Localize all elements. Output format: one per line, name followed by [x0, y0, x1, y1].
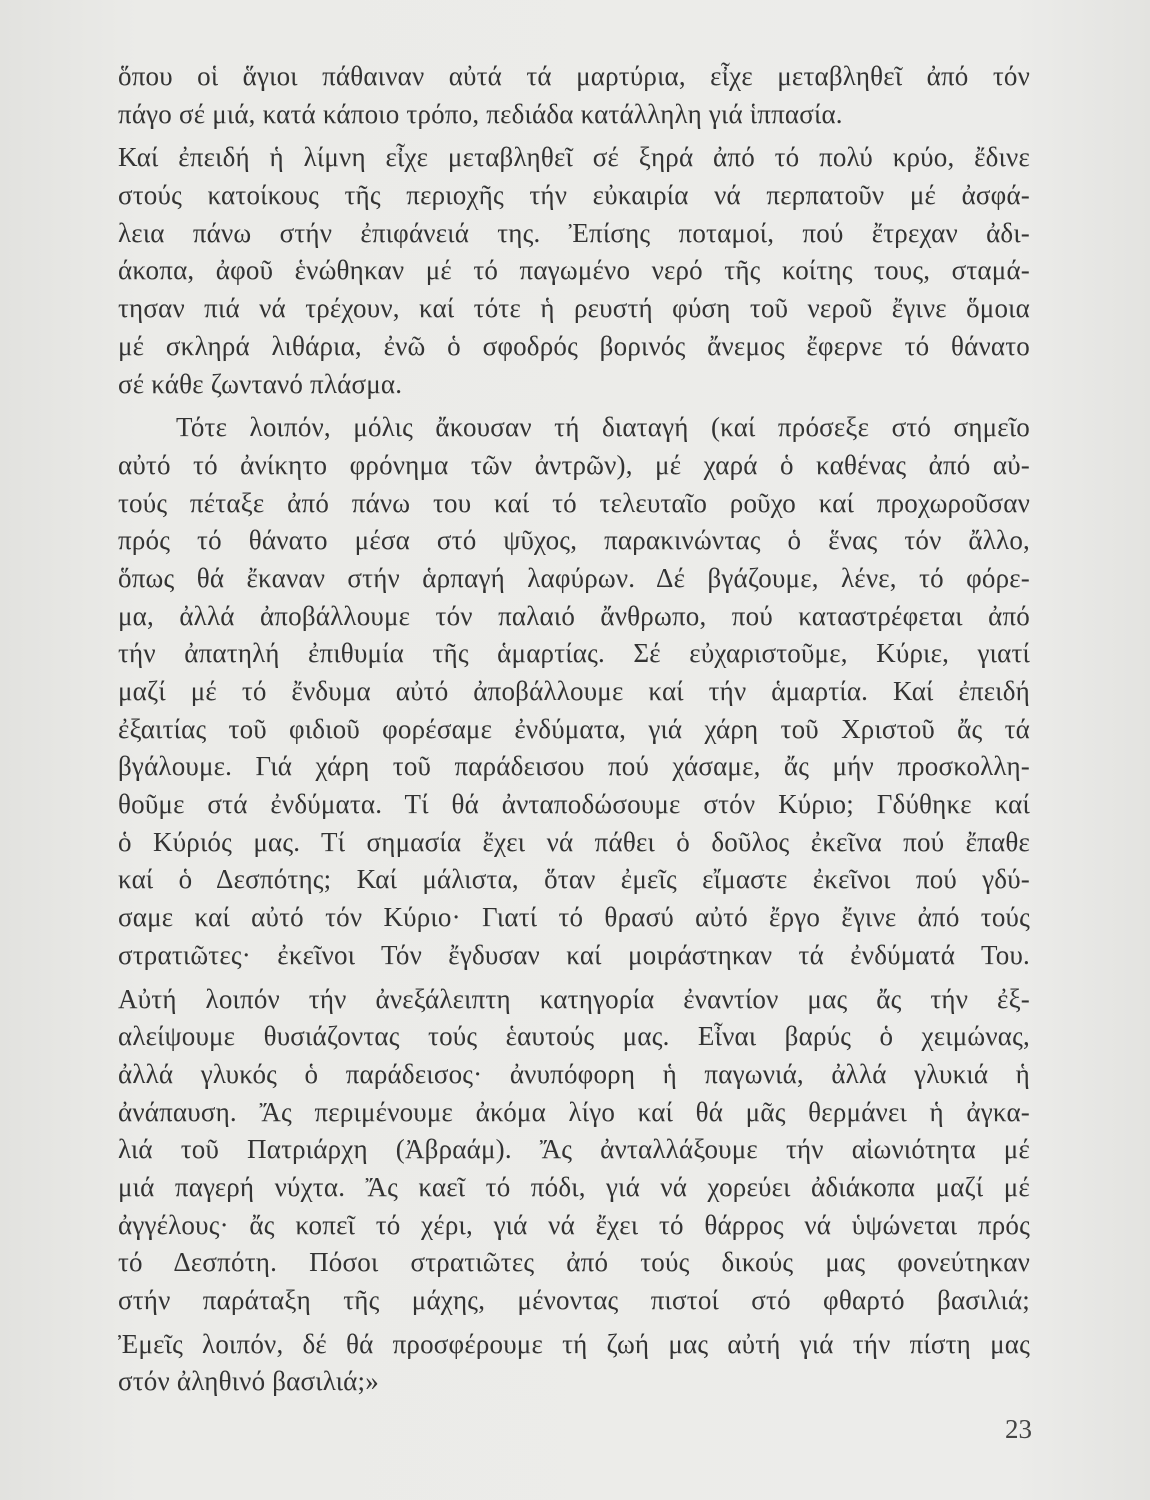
text-line: Αὐτή λοιπόν τήν ἀνεξάλειπτη κατηγορία ἐναντίον μας ἄς τήν ἐξ-	[118, 983, 1030, 1014]
text-line: στρατιῶτες· ἐκεῖνοι Τόν ἔγδυσαν καί μοιράστηκαν τά ἐνδύματά Του.	[118, 939, 1030, 970]
text-line: ὁ Κύριός μας. Τί σημασία ἔχει νά πάθει ὁ δοῦλος ἐκεῖνα πού ἔπαθε	[118, 826, 1030, 857]
text-line: βγάλουμε. Γιά χάρη τοῦ παράδεισου πού χάσαμε, ἄς μήν προσκολλη-	[118, 751, 1030, 782]
text-line: ἀλλά γλυκός ὁ παράδεισος· ἀνυπόφορη ἡ παγωνιά, ἀλλά γλυκιά ἡ	[118, 1058, 1030, 1089]
text-line: τήν ἀπατηλή ἐπιθυμία τῆς ἁμαρτίας. Σέ εὐχαριστοῦμε, Κύριε, γιατί	[118, 638, 1030, 669]
text-line: μέ σκληρά λιθάρια, ἐνῶ ὁ σφοδρός βορινός ἄνεμος ἔφερνε τό θάνατο	[118, 330, 1030, 361]
text-line: ἀγγέλους· ἄς κοπεῖ τό χέρι, γιά νά ἔχει τό θάρρος νά ὑψώνεται πρός	[118, 1209, 1030, 1240]
text-line: Καί ἐπειδή ἡ λίμνη εἶχε μεταβληθεῖ σέ ξηρά ἀπό τό πολύ κρύο, ἔδινε	[118, 142, 1030, 173]
text-line: στούς κατοίκους τῆς περιοχῆς τήν εὐκαιρία νά περπατοῦν μέ ἀσφά-	[118, 180, 1030, 211]
page-number: 23	[1005, 1414, 1032, 1444]
text-line: λεια πάνω στήν ἐπιφάνειά της. Ἐπίσης ποταμοί, πού ἔτρεχαν ἀδι-	[118, 217, 1030, 248]
text-line: μαζί μέ τό ἔνδυμα αὐτό ἀποβάλλουμε καί τήν ἁμαρτία. Καί ἐπειδή	[118, 676, 1030, 706]
text-line: αὐτό τό ἀνίκητο φρόνημα τῶν ἀντρῶν), μέ χαρά ὁ καθένας ἀπό αὐ-	[118, 449, 1030, 480]
text-line: ἐξαιτίας τοῦ φιδιοῦ φορέσαμε ἐνδύματα, γιά χάρη τοῦ Χριστοῦ ἄς τά	[118, 713, 1030, 744]
text-line: ἀνάπαυση. Ἄς περιμένουμε ἀκόμα λίγο καί θά μᾶς θερμάνει ἡ ἀγκα-	[118, 1096, 1030, 1127]
text-line: άκοπα, ἀφοῦ ἑνώθηκαν μέ τό παγωμένο νερό τῆς κοίτης τους, σταμά-	[118, 255, 1030, 286]
text-line: λιά τοῦ Πατριάρχη (Ἀβραάμ). Ἄς ἀνταλλάξουμε τήν αἰωνιότητα μέ	[118, 1134, 1030, 1165]
text-line: πρός τό θάνατο μέσα στό ψῦχος, παρακινώντας ὁ ἕνας τόν ἄλλο,	[118, 525, 1030, 556]
text-line: τησαν πιά νά τρέχουν, καί τότε ἡ ρευστή φύση τοῦ νεροῦ ἔγινε ὅμοια	[118, 293, 1030, 324]
text-line: μιά παγερή νύχτα. Ἄς καεῖ τό πόδι, γιά νά χορεύει ἀδιάκοπα μαζί μέ	[118, 1171, 1030, 1202]
text-line: ὅπου οἱ ἅγιοι πάθαιναν αὐτά τά μαρτύρια, εἶχε μεταβληθεῖ ἀπό τόν	[118, 61, 1030, 91]
text-line: πάγο σέ μιά, κατά κάποιο τρόπο, πεδιάδα κατάλληλη γιά ἱππασία.	[118, 98, 843, 129]
text-line: θοῦμε στά ἐνδύματα. Τί θά ἀνταποδώσουμε στόν Κύριο; Γδύθηκε καί	[118, 789, 1030, 820]
text-line: τό Δεσπότη. Πόσοι στρατιῶτες ἀπό τούς δικούς μας φονεύτηκαν	[118, 1247, 1030, 1278]
text-line: τούς πέταξε ἀπό πάνω του καί τό τελευταῖο ροῦχο καί προχωροῦσαν	[118, 487, 1030, 518]
text-line: στόν ἀληθινό βασιλιά;»	[118, 1366, 379, 1397]
text-line: Ἐμεῖς λοιπόν, δέ θά προσφέρουμε τή ζωή μας αὐτή γιά τήν πίστη μας	[118, 1328, 1030, 1359]
text-line: καί ὁ Δεσπότης; Καί μάλιστα, ὅταν ἐμεῖς εἴμαστε ἐκεῖνοι πού γδύ-	[118, 864, 1030, 895]
text-line: μα, ἀλλά ἀποβάλλουμε τόν παλαιό ἄνθρωπο, πού καταστρέφεται ἀπό	[118, 600, 1030, 631]
text-line: ὅπως θά ἔκαναν στήν ἁρπαγή λαφύρων. Δέ βγάζουμε, λένε, τό φόρε-	[118, 562, 1030, 593]
text-line: αλείψουμε θυσιάζοντας τούς ἑαυτούς μας. Εἶναι βαρύς ὁ χειμώνας,	[118, 1021, 1030, 1052]
text-line: σαμε καί αὐτό τόν Κύριο· Γιατί τό θρασύ αὐτό ἔργο ἔγινε ἀπό τούς	[118, 902, 1030, 933]
body-text	[118, 58, 1030, 1401]
text-line: στήν παράταξη τῆς μάχης, μένοντας πιστοί στό φθαρτό βασιλιά;	[118, 1285, 1030, 1315]
text-line: σέ κάθε ζωντανό πλάσμα.	[118, 368, 403, 399]
text-line: Τότε λοιπόν, μόλις ἄκουσαν τή διαταγή (καί πρόσεξε στό σημεῖο	[176, 412, 1030, 443]
